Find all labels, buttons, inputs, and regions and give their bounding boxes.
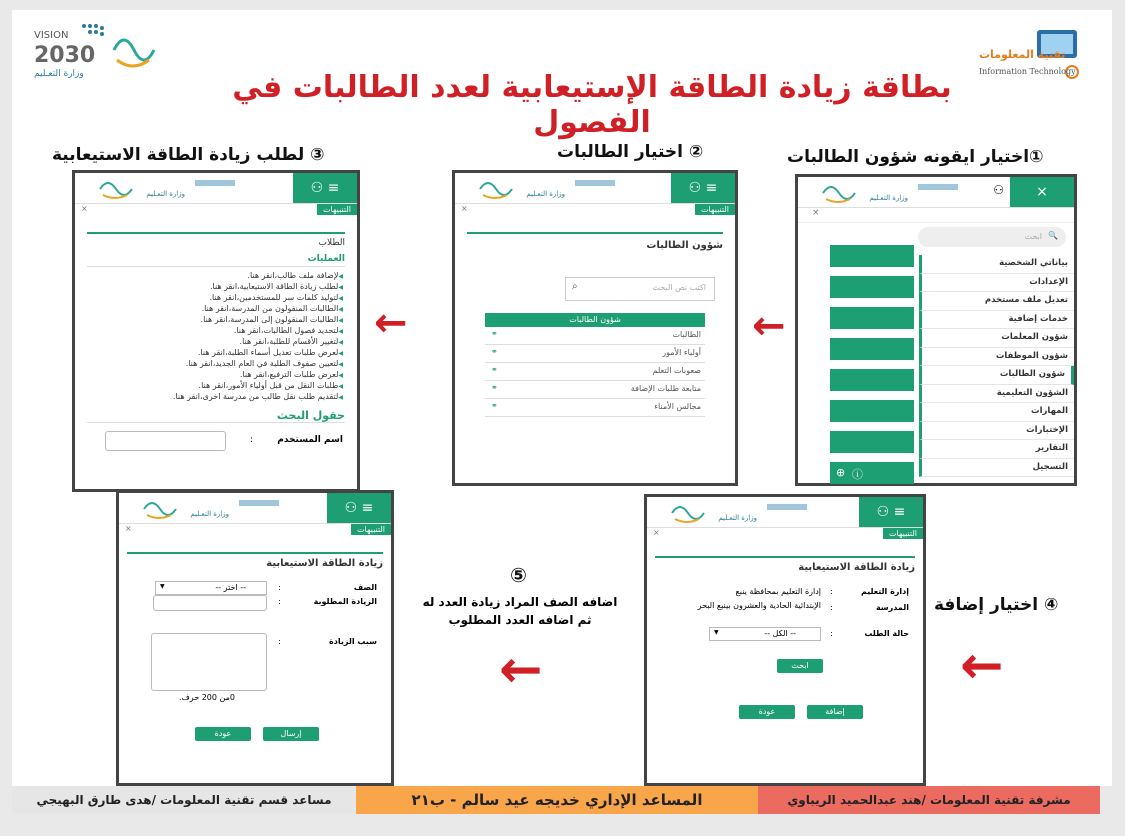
link-icon[interactable]: ⚭ [491, 383, 498, 392]
search-input[interactable]: اكتب نص البحث ⌕ [565, 277, 715, 301]
menu-item[interactable]: شؤون المعلمات [919, 329, 1074, 348]
ministry-logo [869, 182, 978, 202]
section-title: شؤون الطالبات [467, 232, 723, 251]
step-4-label: ④ اختيار إضافة [934, 595, 1059, 615]
search-button[interactable]: ابحث [777, 659, 823, 673]
step-5-line-1: اضافه الصف المراد زيادة العدد له [422, 595, 618, 609]
notifications-tab[interactable]: التنبيهات [351, 524, 391, 535]
ministry-logo [190, 498, 299, 518]
table-row[interactable] [485, 345, 705, 363]
table-row[interactable] [485, 363, 705, 381]
notifications-tab[interactable]: التنبيهات [317, 204, 357, 215]
table-row[interactable] [485, 327, 705, 345]
row-label: الطالبات [672, 330, 701, 339]
close-icon[interactable]: × [125, 524, 132, 533]
noor-logo [475, 177, 525, 199]
education-dept-value: إدارة التعليم بمحافظة ينبع [735, 587, 821, 596]
operation-link[interactable]: ◀ لإضافة ملف طالب،انقر هنا. [89, 271, 343, 282]
noor-logo [139, 497, 189, 519]
menu-icon[interactable]: ≡ ⚇ [671, 173, 735, 203]
breadcrumb: الطلاب [87, 232, 345, 248]
table-row[interactable] [485, 381, 705, 399]
svg-text:وزارة التعـليم: وزارة التعـليم [526, 190, 565, 198]
menu-item[interactable]: خدمات إضافية [919, 311, 1074, 330]
step-5-number: ⑤ [510, 563, 527, 587]
section-title: زيادة الطاقة الاستيعابية [127, 552, 383, 569]
info-circle-icon[interactable]: ⓘ [852, 468, 863, 481]
menu-item[interactable]: التسجيل [919, 459, 1074, 478]
row-label: صعوبات التعلم [652, 366, 701, 375]
table-row[interactable] [485, 399, 705, 417]
operation-link[interactable]: ◀ لتقديم طلب نقل طالب من مدرسة اخرى،انقر هنا. [89, 392, 343, 403]
link-icon[interactable]: ⚭ [491, 401, 498, 410]
menu-item[interactable]: المهارات [919, 403, 1074, 422]
status-select[interactable]: -- الكل -- ▼ [709, 627, 821, 641]
menu-item[interactable]: بياناتي الشخصية [919, 255, 1074, 274]
close-icon[interactable]: × [812, 208, 820, 218]
chevron-down-icon: ▼ [160, 583, 165, 590]
search-input[interactable]: 🔍 ابحث [918, 227, 1066, 247]
operation-link[interactable]: ◀ لتعيين صفوف الطلبة في العام الجديد،انقر هنا. [89, 359, 343, 370]
close-icon[interactable]: × [653, 528, 660, 537]
menu-item[interactable]: الشؤون التعليمية [919, 385, 1074, 404]
svg-text:تقنية المعلومات: تقنية المعلومات [979, 48, 1066, 61]
chevron-down-icon: ▼ [714, 629, 719, 636]
step-5-line-2: ثم اضافه العدد المطلوب [448, 613, 592, 627]
operation-link[interactable]: ◀ الطالبات المنقولون من المدرسة،انقر هنا. [89, 304, 343, 315]
operation-link[interactable]: ◀ لتغيير الأقسام للطلبة،انقر هنا. [89, 337, 343, 348]
menu-item[interactable]: التقارير [919, 440, 1074, 459]
operations-list [89, 271, 343, 403]
menu-icon[interactable]: ≡ ⚇ [293, 173, 357, 203]
menu-item[interactable]: شؤون الطالبات [919, 366, 1074, 385]
menu-item[interactable]: الإعدادات [919, 274, 1074, 293]
users-icon[interactable]: ⚇ [993, 183, 1004, 197]
section-title: زيادة الطاقة الاستيعابية [655, 556, 915, 573]
screen-capacity-list: ≡ ⚇ وزارة التعـليم التنبيهات × زيادة الطاقة الاستيعابية إدارة التعليم : إدارة التعليم بمحافظة ينبع المدرسة : الإبتدائية الحادية والعشرون بينبع البحر حالة الطلب : -- الكل -- ▼ ابحث إضافة عودة [644, 494, 926, 786]
increase-label: الزيادة المطلوبة [313, 597, 377, 606]
close-icon[interactable]: × [461, 204, 468, 213]
svg-text:VISION: VISION [34, 30, 69, 41]
operation-link[interactable]: ◀ لتحديد فصول الطالبات،انقر هنا. [89, 326, 343, 337]
slide [12, 10, 1112, 786]
add-circle-icon[interactable]: ⊕ [836, 466, 846, 479]
page-title: بطاقة زيادة الطاقة الإستيعابية لعدد الطالبات في الفصول [232, 70, 952, 140]
link-icon[interactable]: ⚭ [491, 347, 498, 356]
footer-left: مساعد قسم تقنية المعلومات /هدى طارق البهيجي [12, 786, 356, 814]
close-icon[interactable]: × [1010, 177, 1074, 207]
add-button[interactable]: إضافة [807, 705, 863, 719]
increase-input[interactable] [153, 595, 267, 611]
ministry-logo [146, 178, 255, 198]
svg-text:وزارة التعـليم: وزارة التعـليم [869, 194, 908, 202]
svg-text:Information Technology: Information Technology [979, 67, 1076, 76]
footer-middle: المساعد الإداري خديجه عيد سالم - ب٢١ [356, 786, 758, 814]
operation-link[interactable]: ◀ طلبات النقل من قبل أولياء الأمور،انقر هنا. [89, 381, 343, 392]
noor-logo [667, 501, 717, 523]
arrow-left-icon: ← [374, 300, 408, 346]
noor-logo [818, 181, 868, 203]
svg-text:وزارة التعـليم: وزارة التعـليم [190, 510, 229, 518]
svg-text:وزارة التعـليم: وزارة التعـليم [34, 69, 84, 79]
row-label: متابعة طلبات الإضافة [630, 384, 701, 393]
search-fields-title: حقول البحث [87, 409, 345, 423]
step-2-label: ② اختيار الطالبات [557, 142, 704, 162]
ministry-logo [718, 502, 827, 522]
footer-right: مشرفة تقنية المعلومات /هند عبدالحميد الريباوي [758, 786, 1100, 814]
screen-main-menu [795, 174, 1077, 486]
it-department-logo [977, 24, 1087, 84]
svg-text:2030: 2030 [34, 43, 96, 68]
row-label: أولياء الأمور [662, 348, 701, 357]
back-button[interactable]: عودة [739, 705, 795, 719]
menu-icon[interactable]: ≡ ⚇ [859, 497, 923, 527]
menu-item[interactable]: تعديل ملف مستخدم [919, 292, 1074, 311]
menu-icon[interactable]: ≡ ⚇ [327, 493, 391, 523]
operation-link[interactable]: ◀ الطالبات المنقولون إلى المدرسة،انقر هنا. [89, 315, 343, 326]
link-icon[interactable]: ⚭ [491, 365, 498, 374]
operation-link[interactable]: ◀ لعرض طلبات تعديل أسماء الطلبة،انقر هنا. [89, 348, 343, 359]
send-button[interactable]: إرسال [263, 727, 319, 741]
close-icon[interactable]: × [81, 204, 88, 213]
screen-student-affairs [452, 170, 738, 486]
grade-select[interactable]: -- اختر -- ▼ [155, 581, 267, 595]
step-5-text [400, 593, 640, 629]
affairs-table [485, 313, 705, 417]
back-button[interactable]: عودة [195, 727, 251, 741]
step-3-label: ③ لطلب زيادة الطاقة الاستيعابية [52, 145, 325, 165]
vision-2030-logo [32, 20, 162, 82]
menu-item[interactable]: شؤون الموظفات [919, 348, 1074, 367]
arrow-left-icon: ← [499, 640, 543, 700]
operation-link[interactable]: ◀ لعرض طلبات الترفيع،انقر هنا. [89, 370, 343, 381]
reason-textarea[interactable] [151, 633, 267, 691]
row-label: مجالس الأمناء [654, 402, 701, 411]
table-header: شؤون الطالبات [485, 313, 705, 327]
screen-students-ops: ≡ ⚇ وزارة التعـليم التنبيهات × الطلاب العمليات ◀ لإضافة ملف طالب،انقر هنا. ◀ لطلب زيادة الطاقة الاستيعابية،انقر هنا. ◀ لتوليد كلمات سر للمستخدمين،انقر هنا. ◀ الطالبات المنقولون من المدرسة،انقر هنا. ◀ الطالبات المنقولون إلى المدرسة،انقر هنا. ◀ لتحديد فصول الطالبات،انقر هنا. ◀ لتغيير الأقسام للطلبة،انقر هنا. ◀ لعرض طلبات تعديل أسماء الطلبة،انقر هنا. ◀ لتعيين صفوف الطلبة في العام الجديد،انقر هنا. ◀ لعرض طلبات الترفيع،انقر هنا. ◀ طلبات النقل من قبل أولياء الأمور،انقر هنا. ◀ لتقديم طلب نقل طالب من مدرسة اخرى،انقر هنا. حقول البحث اسم المستخدم : [72, 170, 360, 492]
arrow-left-icon: ← [960, 636, 1004, 696]
screen-capacity-form: ≡ ⚇ وزارة التعـليم التنبيهات × زيادة الطاقة الاستيعابية الصف : -- اختر -- ▼ الزيادة المطلوبة : سبب الزيادة : 0من 200 حرف. إرسال عودة [116, 490, 394, 786]
operation-link[interactable]: ◀ لطلب زيادة الطاقة الاستيعابية،انقر هنا. [89, 282, 343, 293]
char-counter: 0من 200 حرف. [178, 693, 235, 702]
grade-label: الصف [353, 583, 377, 592]
link-icon[interactable]: ⚭ [491, 329, 498, 338]
search-icon: ⌕ [572, 281, 578, 292]
svg-text:وزارة التعـليم: وزارة التعـليم [718, 514, 757, 522]
green-tiles [830, 245, 914, 484]
school-value: الإبتدائية الحادية والعشرون بينبع البحر [697, 601, 821, 610]
reason-label: سبب الزيادة [329, 637, 377, 646]
noor-logo [95, 177, 145, 199]
username-label: اسم المستخدم [277, 435, 343, 445]
operation-link[interactable]: ◀ لتوليد كلمات سر للمستخدمين،انقر هنا. [89, 293, 343, 304]
notifications-tab[interactable]: التنبيهات [883, 528, 923, 539]
username-input[interactable] [105, 431, 226, 451]
search-icon: 🔍 [1048, 231, 1058, 240]
menu-item[interactable]: الإختبارات [919, 422, 1074, 441]
step-1-label: ①اختيار ايقونه شؤون الطالبات [787, 147, 1044, 167]
operations-title: العمليات [87, 254, 345, 267]
arrow-left-icon: ← [752, 303, 786, 349]
menu-list [919, 255, 1074, 477]
notifications-tab[interactable]: التنبيهات [695, 204, 735, 215]
svg-text:وزارة التعـليم: وزارة التعـليم [146, 190, 185, 198]
ministry-logo [526, 178, 635, 198]
